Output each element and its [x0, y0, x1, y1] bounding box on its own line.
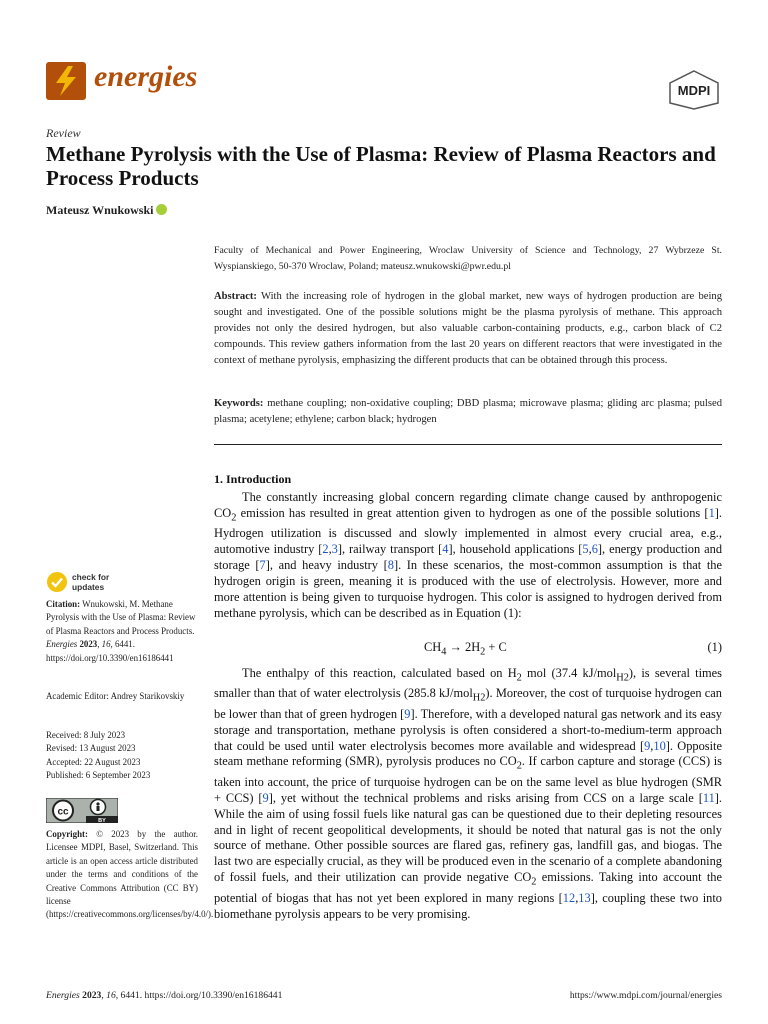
date-received: Received: 8 July 2023 — [46, 730, 126, 740]
date-published: Published: 6 September 2023 — [46, 770, 151, 781]
citation-link[interactable]: 9 — [262, 790, 269, 805]
citation-link[interactable]: 11 — [702, 790, 715, 805]
intro-paragraph-2: The enthalpy of this reaction, calculated based on $H_2$ mol (37.4 kJ/mol$_{H2}$), is several times smaller than that of water electrolysis (285.8 kJ/mol$_{H2}$). Moreover, the cost of turquoise hydrogen can be lower than that of green hydrogen [9]. Therefore, with a developed natural gas network and its easy storage and transportation, methane pyrolysis is often considered a short-to-medium-term approach that could be used until water electrolysis becomes more available and widespread [9,10]. Opposite steam methane reforming (SMR), pyrolysis produces no $CO_2$. If carbon capture and storage (CCS) is taken into account, the price of turquoise hydrogen can be on the same level as blue hydrogen (SMR + CCS) [9], yet without the technical problems and risks arising from CCS on a large scale [11]. While the aim of using fossil fuels like natural gas can be questioned due to their depleting resources and in light of recent geopolitical developments, it should be noted that natural gas is not the only source of methane. Other possible sources are flared gas, refinery gas, landfill gas, and biogas. The last two are especially crucial, as they will be produced even in the scenario of a complete abandoning of fossil fuels, and their utilization can provide negative $CO_2$ emissions. Taking into account the potential of biogas that has not yet been explored in many regions [12,13], coupling these two into biomethane pyrolysis appears to be very promising. — [214, 666, 722, 921]
citation-link[interactable]: 12 — [562, 890, 576, 905]
citation-link[interactable]: 9 — [404, 706, 411, 721]
article-type: Review — [46, 126, 81, 140]
keywords — [214, 396, 722, 428]
citation-link[interactable]: 8 — [387, 558, 394, 573]
dates-block — [46, 729, 198, 783]
check-updates-text: check for updates — [72, 572, 110, 592]
citation-link[interactable]: 4 — [442, 542, 449, 557]
affiliation: Faculty of Mechanical and Power Engineering, Wroclaw University of Science and Technology, 27 Wybrzeze St. Wyspianskiego, 50-370 Wroclaw, Poland; mateusz.wnukowski@pwr.edu.pl — [214, 245, 722, 272]
citation-link[interactable]: 10 — [653, 738, 666, 753]
keywords-label: Keywords: — [214, 398, 264, 409]
publisher-name: MDPI — [677, 83, 711, 98]
abstract — [214, 289, 722, 369]
mdpi-logo — [668, 70, 720, 110]
academic-editor: Academic Editor: Andrey Starikovskiy — [46, 691, 185, 701]
author-line — [46, 203, 167, 218]
cc-by-license-badge[interactable] — [46, 798, 118, 823]
citation-link[interactable]: 9 — [644, 738, 651, 753]
footer-citation: Energies 2023, 16, 6441. https://doi.org/10.3390/en16186441 — [46, 990, 283, 1001]
equation-body: $CH_4 \to 2H_2 + C$ — [424, 640, 507, 658]
citation-link[interactable]: 5 — [582, 542, 589, 557]
date-accepted: Accepted: 22 August 2023 — [46, 756, 141, 767]
author-name: Mateusz Wnukowski — [46, 203, 154, 217]
abstract-text: With the increasing role of hydrogen in the global market, new ways of hydrogen production are being sought and investigated. One of the possible solutions might be the plasma pyrolysis of methane. This approach provides not only the desired hydrogen, but also valuable carbon-containing products, e.g., carbon black of C2 compounds. This review gathers information from the last 20 years on different reactors that were investigated in the context of methane pyrolysis, emphasizing the different products that can be obtained through this process. — [214, 291, 722, 366]
svg-text:cc: cc — [57, 806, 69, 818]
copyright-block: Copyright: © 2023 by the author. Licensee MDPI, Basel, Switzerland. This article is an open access article distributed under the terms and conditions of the Creative Commons Attribution (CC BY) license (https://creativecommons.org/licenses/by/4.0/). — [46, 829, 214, 920]
citation-link[interactable]: 13 — [578, 890, 591, 905]
section-heading: 1. Introduction — [214, 472, 292, 486]
intro-paragraph-1: The constantly increasing global concern regarding climate change caused by anthropogenic $CO_2$ emission has resulted in great attention given to hydrogen as one of the possible solutions [1]. Hydrogen utilization is discussed and slowly implemented in almost every crucial area, e.g., automotive industry [2,3], railway transport [4], household applications [5,6], energy production and storage [7], and heavy industry [8]. In these scenarios, the most-common assumption is that the hydrogen origin is green, meaning it is produced with the use of electrolysis. However, more and more attention is being given to turquoise hydrogen. This color is assigned to hydrogen derived from methane pyrolysis, which can be described as in Equation (1): — [214, 490, 723, 620]
divider — [214, 444, 722, 445]
date-revised: Revised: 13 August 2023 — [46, 743, 136, 754]
check-for-updates-button[interactable] — [46, 571, 126, 595]
copyright-label: Copyright: — [46, 829, 88, 839]
citation-link[interactable]: 3 — [331, 542, 338, 557]
journal-name: energies — [94, 60, 198, 93]
orcid-icon[interactable] — [156, 204, 167, 215]
energies-logo-icon — [46, 62, 86, 100]
citation-link[interactable]: 7 — [259, 558, 266, 573]
citation-block: Citation: Wnukowski, M. Methane Pyrolysis with the Use of Plasma: Review of Plasma Reactors and Process Products. Energies 2023, 16, 6441. https://doi.org/10.3390/en16186441 — [46, 599, 196, 663]
footer-journal-url[interactable]: https://www.mdpi.com/journal/energies — [569, 990, 722, 1001]
svg-text:BY: BY — [98, 818, 106, 823]
keywords-text: methane coupling; non-oxidative coupling; DBD plasma; microwave plasma; gliding arc plasma; pulsed plasma; acetylene; ethylene; carbon black; hydrogen — [214, 398, 722, 425]
citation-link[interactable]: 6 — [591, 542, 598, 557]
equation-1 — [214, 640, 722, 656]
equation-number: (1) — [707, 640, 722, 654]
check-updates-icon — [46, 571, 68, 593]
citation-label: Citation: — [46, 599, 81, 609]
abstract-label: Abstract: — [214, 291, 257, 302]
paper-title: Methane Pyrolysis with the Use of Plasma: Review of Plasma Reactors and Process Products — [46, 142, 716, 190]
citation-link[interactable]: 2 — [322, 542, 329, 557]
citation-link[interactable]: 1 — [708, 505, 715, 520]
